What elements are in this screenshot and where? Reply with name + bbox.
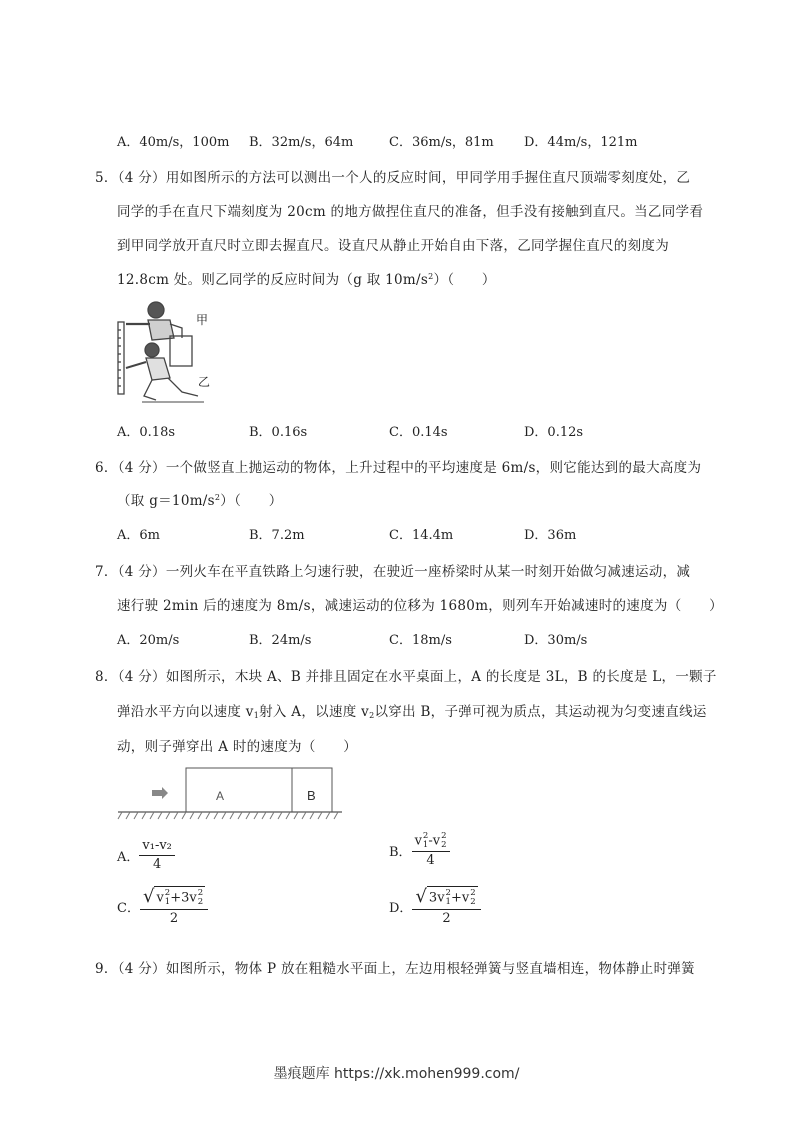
q4-option-d: D．44m/s，121m [524, 135, 638, 150]
q7-option-c: C．18m/s [389, 633, 452, 648]
q6-option-b: B．7.2m [249, 528, 305, 543]
q8-stem-line1: 8．（4 分）如图所示，木块 A、B 并排且固定在水平桌面上，A 的长度是 3L，B 的长度是 L，一颗子 [95, 669, 717, 685]
q5-stem-line1: 5．（4 分）用如图所示的方法可以测出一个人的反应时间，甲同学用手握住直尺顶端零刻度处，乙 [95, 170, 691, 186]
q8-label-a: A [216, 789, 225, 803]
q7-option-d: D．30m/s [524, 633, 588, 648]
q6-stem-line2: （取 $g=10m/s^2$）（ ） [117, 493, 283, 509]
q5-label-jia: 甲 [196, 313, 209, 327]
q6-stem-line1: 6．（4 分）一个做竖直上抛运动的物体，上升过程中的平均速度是 6m/s，则它能达到的最大高度为 [95, 460, 702, 476]
q4-option-b: B．32m/s，64m [249, 135, 354, 150]
q7-stem-line2: 速行驶 2min 后的速度为 8m/s，减速运动的位移为 1680m，则列车开始减速时的速度为（ ） [117, 598, 723, 614]
q8-label-b: B [307, 788, 316, 803]
q6-option-a: A．6m [117, 528, 160, 543]
q8-stem-line3: 动，则子弹穿出 A 时的速度为（ ） [117, 739, 358, 755]
q5-stem-line2: 同学的手在直尺下端刻度为 20cm 的地方做捏住直尺的准备，但手没有接触到直尺。当乙同学看 [117, 204, 704, 220]
page-footer-watermark: 墨痕题库 https://xk.mohen999.com/ [273, 1066, 520, 1082]
q6-option-c: C．14.4m [389, 528, 454, 543]
q8-option-d: D． √ 3v 2 1 +v 2 2 2 [389, 886, 481, 927]
q4-option-c: C．36m/s，81m [389, 135, 494, 150]
q8-blocks-figure [112, 764, 346, 826]
q8-stem-line2: 弹沿水平方向以速度 $v_1$射入 A，以速度 $v_2$以穿出 B，子弹可视为质点，其运动视为匀变速直线运 [117, 704, 707, 720]
q5-reaction-figure [112, 298, 216, 410]
q7-option-b: B．24m/s [249, 633, 312, 648]
q5-option-a: A．0.18s [117, 425, 176, 440]
q8-option-d-fraction: √ 3v 2 1 +v 2 2 2 [412, 886, 480, 927]
q7-option-a: A．20m/s [117, 633, 180, 648]
q8-option-c: C． √ v 2 1 +3v 2 2 2 [117, 886, 208, 927]
q8-option-b-fraction: v 2 1 -v 2 2 4 [412, 832, 450, 869]
q6-option-d: D．36m [524, 528, 577, 543]
q8-option-a: A． $\frac{\text{v₁-v₂}}{4}$ [117, 838, 175, 874]
q8-option-b: B． v 2 1 -v 2 2 4 [389, 832, 450, 869]
q5-stem-line3: 到甲同学放开直尺时立即去握直尺。设直尺从静止开始自由下落，乙同学握住直尺的刻度为 [117, 238, 669, 254]
q5-label-yi: 乙 [198, 375, 211, 389]
q5-option-c: C．0.14s [389, 425, 448, 440]
q8-option-a-fraction: $\frac{\text{v₁-v₂}}{4}$ [139, 838, 175, 874]
q4-option-a: A．40m/s，100m [117, 135, 230, 150]
q9-stem-line1: 9．（4 分）如图所示，物体 P 放在粗糙水平面上，左边用根轻弹簧与竖直墙相连，物体静止时弹簧 [95, 961, 695, 977]
q5-option-d: D．0.12s [524, 425, 584, 440]
bullet-arrow-icon [152, 787, 168, 799]
sqrt-icon: √ [142, 886, 155, 907]
q5-option-b: B．0.16s [249, 425, 308, 440]
sqrt-icon: √ [415, 886, 427, 907]
q5-stem-line4: 12.8cm 处。则乙同学的反应时间为（g 取 $10m/s^2$）（ ） [117, 272, 496, 288]
q7-stem-line1: 7．（4 分）一列火车在平直铁路上匀速行驶，在驶近一座桥梁时从某一时刻开始做匀减速运动，减 [95, 564, 691, 580]
q8-option-c-fraction: √ v 2 1 +3v 2 2 2 [140, 886, 208, 927]
